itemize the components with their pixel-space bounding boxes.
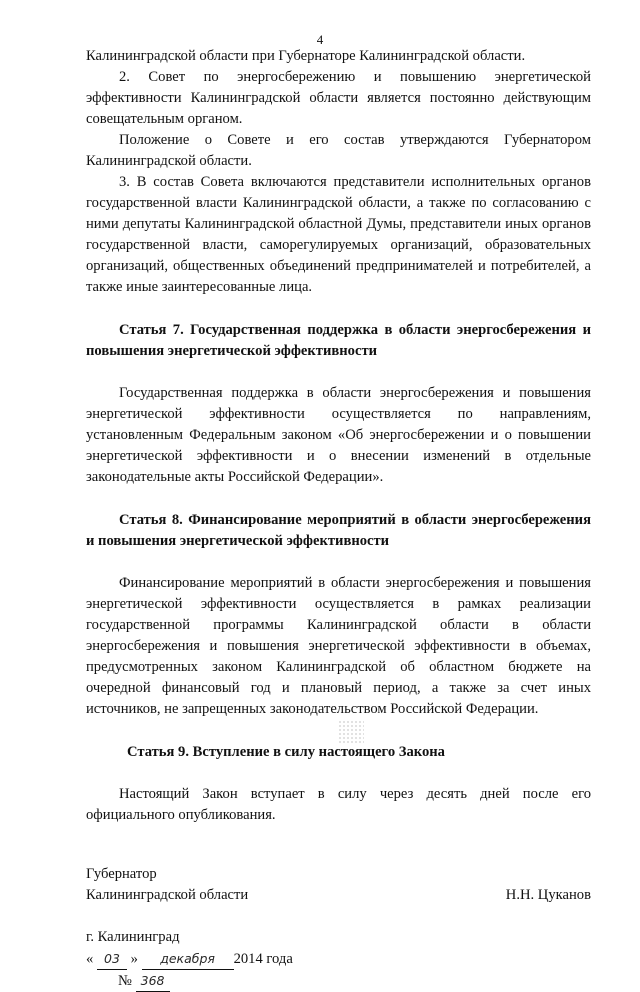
document-date (86, 948, 591, 970)
signature-block (86, 864, 591, 906)
signatory-name: Н.Н. Цуканов (505, 887, 591, 903)
signatory-title-line-2: Калининградской области (86, 887, 249, 903)
article-9-heading: Статья 9. Вступление в силу настоящего Закона (127, 744, 445, 760)
number-value: 368 (136, 970, 170, 992)
document-body (86, 46, 591, 992)
paragraph-council-status: 2. Совет по энергосбережению и повышению энергетической эффективности Калининградской области является постоянно действующим совещательным органом. (86, 69, 591, 127)
signatory-title (86, 864, 248, 906)
article-8-text: Финансирование мероприятий в области энергосбережения и повышения энергетической эффективности осуществляется в рамках реализации государственной программы Калининградской области в области энергосбережения и повышения энергетической эффективности в объемах, предусмотренных законом Калининградской об областном бюджете на очередной финансовый год и плановый период, а также за счет иных источников, не запрещенных законодательством Российской Федерации. (86, 575, 591, 717)
signatory-title-line-1: Губернатор (86, 866, 157, 882)
document-footer (86, 927, 591, 992)
paragraph-council-composition: 3. В состав Совета включаются представители исполнительных органов государственной власти Калининградской области, а также по согласованию с ними депутаты Калининградской областной Думы, представители иных органов государственной власти, саморегулируемых организаций, образовательных организаций, общественных объединений предпринимателей и потребителей, а также иные заинтересованные лица. (86, 174, 591, 295)
article-9-text: Настоящий Закон вступает в силу через десять дней после его официального опубликования. (86, 786, 591, 823)
date-day: 03 (97, 948, 127, 970)
number-sign: № (118, 973, 132, 989)
date-quote-close: » (130, 951, 138, 967)
city-name: г. Калининград (86, 929, 180, 945)
article-8-heading: Статья 8. Финансирование мероприятий в области энергосбережения и повышения энергетической эффективности (86, 512, 591, 549)
date-quote-open: « (86, 951, 94, 967)
date-month: декабря (142, 948, 234, 970)
page-number: 4 (316, 32, 324, 47)
paragraph-council-regulation: Положение о Совете и его состав утверждаются Губернатором Калининградской области. (86, 132, 591, 169)
paragraph-continuation: Калининградской области при Губернаторе Калининградской области. (86, 48, 526, 64)
date-year: 2014 года (233, 951, 293, 967)
article-7-text: Государственная поддержка в области энергосбережения и повышения энергетической эффективности осуществляется по направлениям, установленным Федеральным законом «Об энергосбережении и о повышении энергетической эффективности и о внесении изменений в отдельные законодательные акты Российской Федерации». (86, 385, 591, 485)
article-7-heading: Статья 7. Государственная поддержка в области энергосбережения и повышения энергетической эффективности (86, 322, 591, 359)
document-number (86, 970, 591, 992)
faint-stamp-mark (338, 720, 364, 744)
